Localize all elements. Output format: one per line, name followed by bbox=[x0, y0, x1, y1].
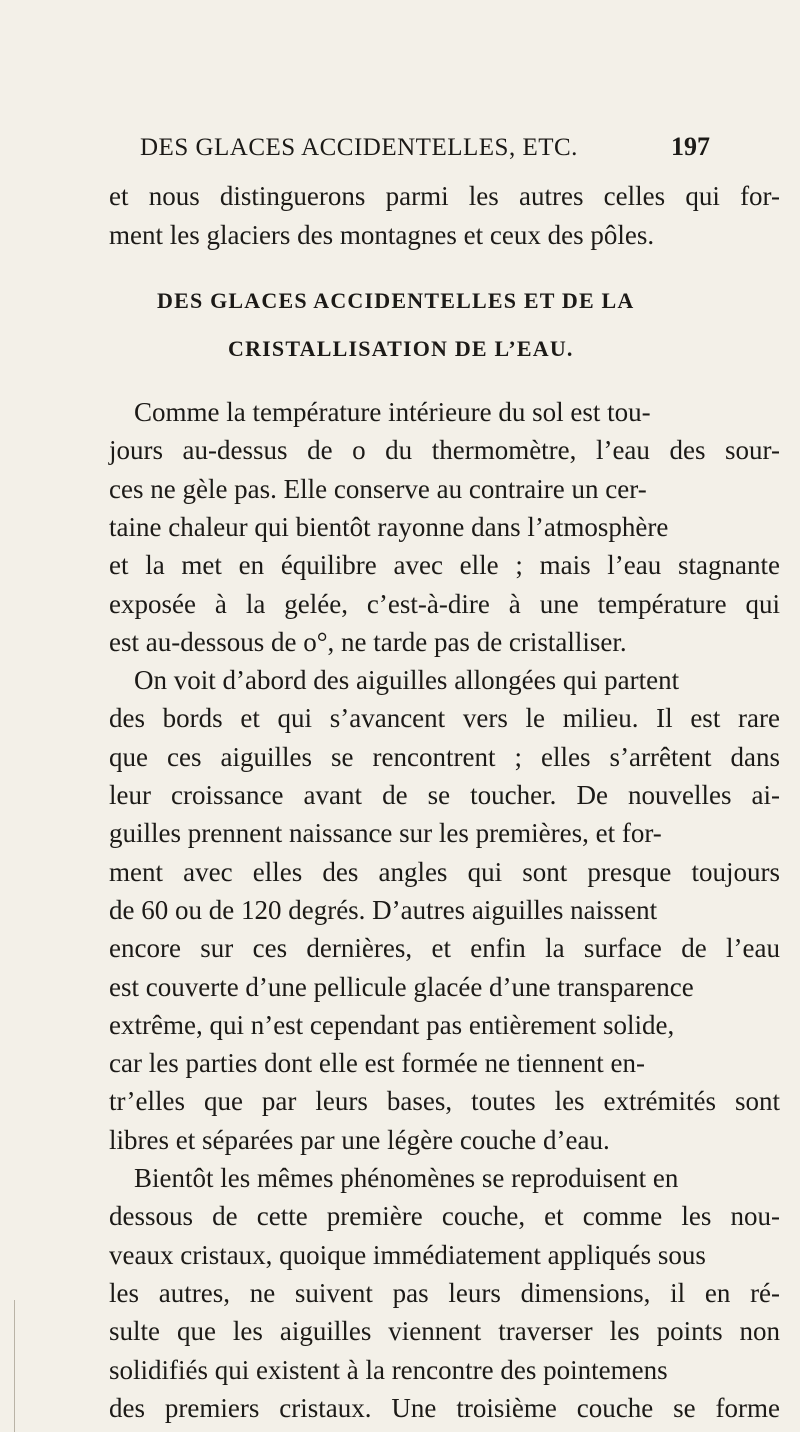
text-line: solidifiés qui existent à la rencontre des pointemens bbox=[109, 1355, 668, 1385]
text-line: et la met en équilibre avec elle ; mais l’eau stagnante bbox=[109, 550, 780, 580]
text-line: les autres, ne suivent pas leurs dimensions, il en ré- bbox=[109, 1278, 781, 1308]
text-line: ment les glaciers des montagnes et ceux des pôles. bbox=[109, 220, 655, 250]
text-line: libres et séparées par une légère couche d’eau. bbox=[109, 1125, 610, 1155]
text-line: veaux cristaux, quoique immédiatement appliqués sous bbox=[109, 1240, 706, 1270]
text-line: de 60 ou de 120 degrés. D’autres aiguilles naissent bbox=[109, 895, 658, 925]
text-line: encore sur ces dernières, et enfin la surface de l’eau bbox=[109, 933, 781, 963]
text-line: On voit d’abord des aiguilles allongées qui partent bbox=[134, 665, 680, 695]
text-line: leur croissance avant de se toucher. De nouvelles ai- bbox=[109, 780, 781, 810]
text-line: taine chaleur qui bientôt rayonne dans l’atmosphère bbox=[109, 512, 669, 542]
text-line: dessous de cette première couche, et comme les nou- bbox=[109, 1201, 780, 1231]
text-line: Bientôt les mêmes phénomènes se reproduisent en bbox=[134, 1163, 679, 1193]
text-line: ment avec elles des angles qui sont presque toujours bbox=[109, 857, 780, 887]
page-fold-shadow bbox=[14, 1300, 15, 1432]
text-line: guilles prennent naissance sur les premières, et for- bbox=[109, 818, 662, 848]
page-number: 197 bbox=[671, 132, 710, 161]
text-line: que ces aiguilles se rencontrent ; elles s’arrêtent dans bbox=[109, 742, 781, 772]
text-line: exposée à la gelée, c’est-à-dire à une température qui bbox=[109, 589, 781, 619]
section-heading-line: CRISTALLISATION DE L’EAU. bbox=[228, 336, 574, 361]
text-line: et nous distinguerons parmi les autres celles qui for- bbox=[109, 181, 781, 211]
text-line: car les parties dont elle est formée ne tiennent en- bbox=[109, 1048, 646, 1078]
text-line: des premiers cristaux. Une troisième couche se forme bbox=[109, 1393, 780, 1423]
text-line: des bords et qui s’avancent vers le milieu. Il est rare bbox=[109, 703, 780, 733]
text-line: est au-dessous de o°, ne tarde pas de cristalliser. bbox=[109, 627, 627, 657]
section-heading-line: DES GLACES ACCIDENTELLES ET DE LA bbox=[157, 288, 635, 313]
running-title: DES GLACES ACCIDENTELLES, ETC. bbox=[140, 134, 578, 161]
text-line: est couverte d’une pellicule glacée d’une transparence bbox=[109, 972, 694, 1002]
text-line: tr’elles que par leurs bases, toutes les extrémités sont bbox=[109, 1086, 781, 1116]
text-line: Comme la température intérieure du sol est tou- bbox=[134, 397, 651, 427]
text-line: jours au-dessus de o du thermomètre, l’eau des sour- bbox=[109, 435, 780, 465]
text-line: extrême, qui n’est cependant pas entièrement solide, bbox=[109, 1010, 675, 1040]
text-line: ces ne gèle pas. Elle conserve au contraire un cer- bbox=[109, 474, 647, 504]
text-line: sulte que les aiguilles viennent traverser les points non bbox=[109, 1316, 781, 1346]
running-head bbox=[140, 128, 710, 168]
